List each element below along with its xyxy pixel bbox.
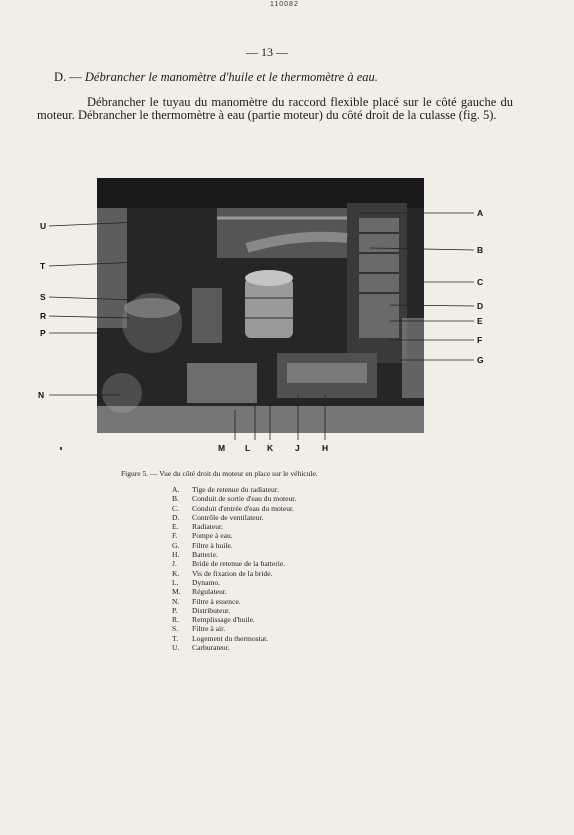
- callout-j: J: [295, 443, 300, 453]
- legend-item: A. Tige de retenue du radiateur.: [172, 485, 279, 494]
- legend-item: H. Batterie.: [172, 550, 218, 560]
- section-title: Débrancher le manomètre d'huile et le thermomètre à eau.: [84, 70, 378, 84]
- section-label: D. —: [54, 70, 82, 84]
- engine-photo-drawing: [97, 178, 424, 433]
- engine-photo: [97, 178, 424, 433]
- figure-legend: [172, 485, 296, 652]
- body-paragraph: Débrancher le tuyau du manomètre du raccord flexible placé sur le côté gauche du moteur. Débrancher le thermomètre à eau (partie moteur) du côté droit de la culasse (fig. 5).: [37, 95, 513, 122]
- callout-h: H: [322, 443, 329, 453]
- legend-item: L. Dynamo.: [172, 577, 221, 587]
- legend-item: G. Filtre à huile.: [172, 540, 233, 550]
- legend-item: M. Régulateur.: [172, 587, 227, 597]
- legend-item: F. Pompe à eau.: [172, 531, 233, 541]
- callout-e: E: [477, 316, 483, 326]
- legend-item: R. Remplissage d'huile.: [172, 615, 255, 625]
- figure-caption: Figure 5. — Vue du côté droit du moteur en place sur le véhicule.: [121, 469, 318, 478]
- legend-item: T. Logement du thermostat.: [172, 633, 269, 643]
- callout-r: R: [40, 311, 47, 321]
- callout-l: L: [245, 443, 251, 453]
- legend-item: U. Carburateur.: [172, 643, 230, 653]
- callout-b: B: [477, 245, 484, 255]
- callout-t: T: [40, 261, 46, 271]
- callout-g: G: [477, 355, 484, 365]
- legend-item: J. Bride de retenue de la batterie.: [172, 559, 286, 569]
- legend-item: N. Filtre à essence.: [172, 596, 241, 606]
- legend-item: C. Conduit d'entrée d'eau du moteur.: [172, 503, 295, 513]
- callout-n: N: [38, 390, 45, 400]
- legend-item: B. Conduit de sortie d'eau du moteur.: [172, 494, 297, 504]
- callout-d: D: [477, 301, 484, 311]
- legend-item: D. Contrôle de ventilateur.: [172, 512, 264, 522]
- document-code: 110082: [270, 1, 299, 8]
- ink-speck: [60, 447, 62, 450]
- page-number: — 13 —: [246, 45, 288, 59]
- callout-u: U: [40, 221, 47, 231]
- legend-item: S. Filtre à air.: [172, 624, 226, 634]
- legend-item: K. Vis de fixation de la bride.: [172, 568, 273, 578]
- callout-s: S: [40, 292, 46, 302]
- callout-k: K: [267, 443, 274, 453]
- callout-a: A: [477, 208, 484, 218]
- callout-c: C: [477, 277, 484, 287]
- section-heading: [54, 70, 378, 85]
- legend-item: E. Radiateur.: [172, 522, 223, 532]
- callout-p: P: [40, 328, 46, 338]
- callout-f: F: [477, 335, 483, 345]
- callout-m: M: [218, 443, 226, 453]
- legend-item: P. Distributeur.: [172, 605, 231, 615]
